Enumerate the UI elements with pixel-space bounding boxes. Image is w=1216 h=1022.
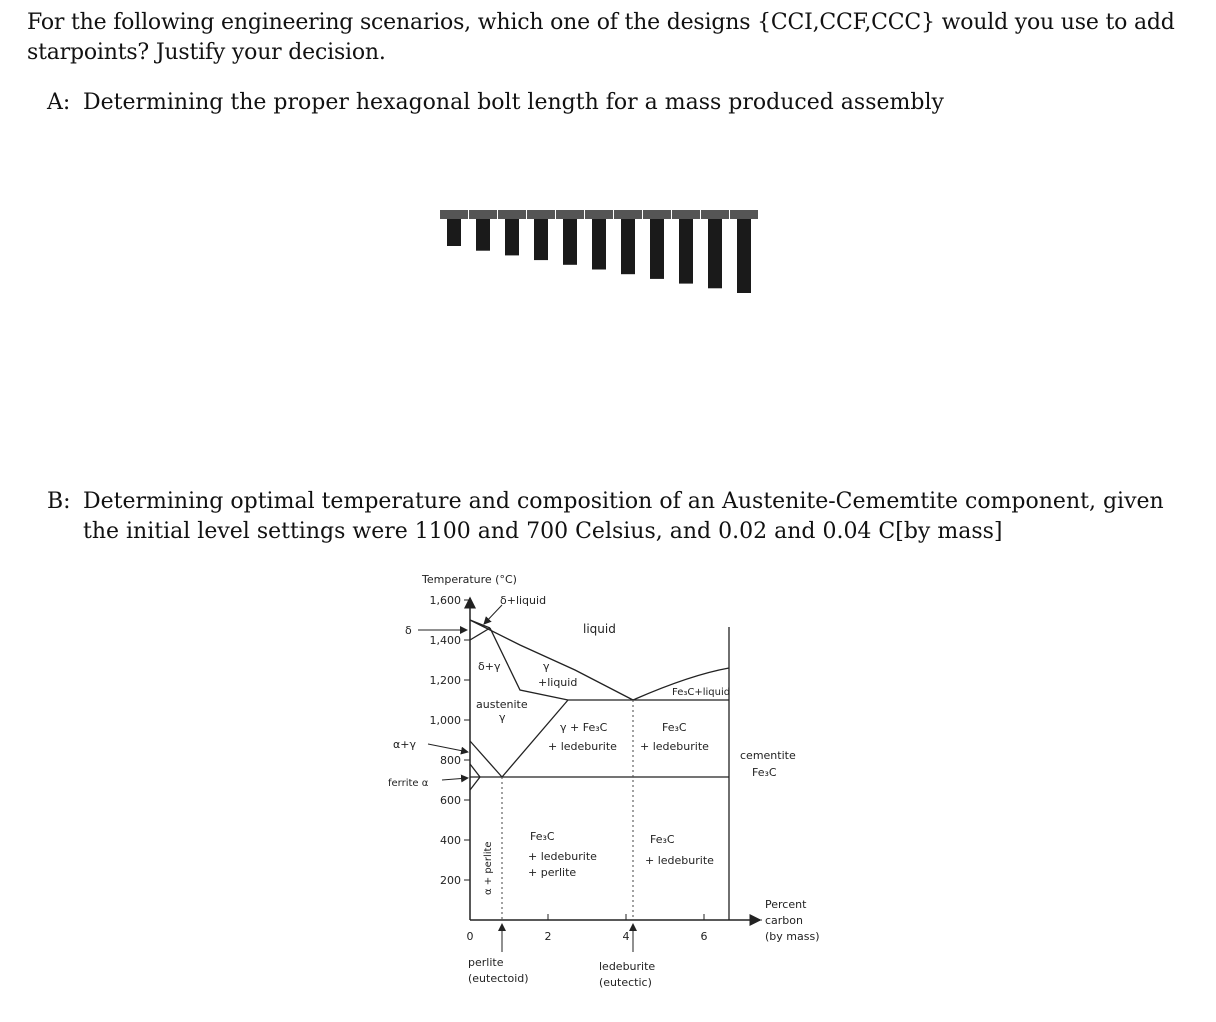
- label-alpha-gamma: α+γ: [393, 738, 416, 751]
- label-delta-liquid: δ+liquid: [500, 594, 547, 607]
- solidus: [490, 628, 568, 700]
- y-tick-label: 200: [440, 874, 461, 887]
- label-perlite-2: (eutectoid): [468, 972, 529, 985]
- item-b-text-line-2: the initial level settings were 1100 and 700 Celsius, and 0.02 and 0.04 C[by mass]: [83, 519, 1003, 544]
- label-gamma-liquid-2: +liquid: [538, 676, 578, 689]
- label-delta-gamma: δ+γ: [478, 660, 501, 673]
- label-fe3c-led-upper-1: Fe₃C: [662, 721, 687, 734]
- y-tick-label: 1,200: [429, 674, 461, 687]
- item-a-label: A:: [47, 90, 71, 115]
- y-tick-label: 1,400: [429, 634, 461, 647]
- item-b-label: B:: [47, 489, 71, 514]
- x-tick-label: 2: [544, 930, 552, 943]
- alpha-gamma-pointer: [428, 744, 468, 752]
- y-tick-label: 1,600: [429, 594, 461, 607]
- label-delta: δ: [405, 624, 412, 637]
- y-tick-label: 400: [440, 834, 461, 847]
- label-alpha-pearlite: α + perlite: [483, 841, 494, 895]
- label-liquid: liquid: [583, 622, 616, 636]
- item-a-text: Determining the proper hexagonal bolt length for a mass produced assembly: [83, 90, 944, 115]
- x-tick-label: 6: [700, 930, 708, 943]
- label-fe3c-led-perl-2: + ledeburite: [528, 850, 597, 863]
- label-austenite-1: austenite: [476, 698, 528, 711]
- label-cementite-1: cementite: [740, 749, 796, 762]
- y-axis-title: Temperature (°C): [422, 573, 517, 586]
- label-fe3c-led-perl-3: + perlite: [528, 866, 577, 879]
- acm-line: [502, 700, 568, 777]
- x-tick-label: 4: [622, 930, 630, 943]
- label-ledeburite-2: (eutectic): [599, 976, 652, 989]
- x-axis-title-2: carbon: [765, 914, 803, 927]
- label-gamma-fe3c-1: γ + Fe₃C: [560, 721, 608, 734]
- phase-boundaries: [470, 620, 729, 920]
- y-tick-label: 600: [440, 794, 461, 807]
- delta-liquid-pointer: [484, 605, 502, 624]
- y-tick-label: 1,000: [429, 714, 461, 727]
- label-fe3c-led-lower-1: Fe₃C: [650, 833, 675, 846]
- x-axis-title-1: Percent: [765, 898, 807, 911]
- x-tick-label: 0: [466, 930, 474, 943]
- label-fe3c-liquid: Fe₃C+liquid: [672, 687, 731, 698]
- label-fe3c-led-perl-1: Fe₃C: [530, 830, 555, 843]
- delta-region-line-2: [470, 628, 490, 640]
- y-tick-label: 800: [440, 754, 461, 767]
- label-gamma-liquid-1: γ: [543, 660, 550, 673]
- label-ferrite: ferrite α: [388, 778, 429, 789]
- label-cementite-2: Fe₃C: [752, 766, 777, 779]
- a3-line: [470, 741, 502, 777]
- label-fe3c-led-upper-2: + ledeburite: [640, 740, 709, 753]
- question-intro-line-2: starpoints? Justify your decision.: [27, 40, 386, 65]
- label-austenite-2: γ: [499, 711, 506, 724]
- label-fe3c-led-lower-2: + ledeburite: [645, 854, 714, 867]
- label-perlite-1: perlite: [468, 956, 504, 969]
- x-axis-title-3: (by mass): [765, 930, 820, 943]
- ferrite-pointer: [442, 778, 468, 780]
- item-b-text-line-1: Determining optimal temperature and composition of an Austenite-Cememtite component, given: [83, 489, 1164, 514]
- question-intro-line-1: For the following engineering scenarios, which one of the designs {CCI,CCF,CCC} would you use to add: [27, 10, 1175, 35]
- label-gamma-fe3c-2: + ledeburite: [548, 740, 617, 753]
- label-ledeburite-1: ledeburite: [599, 960, 656, 973]
